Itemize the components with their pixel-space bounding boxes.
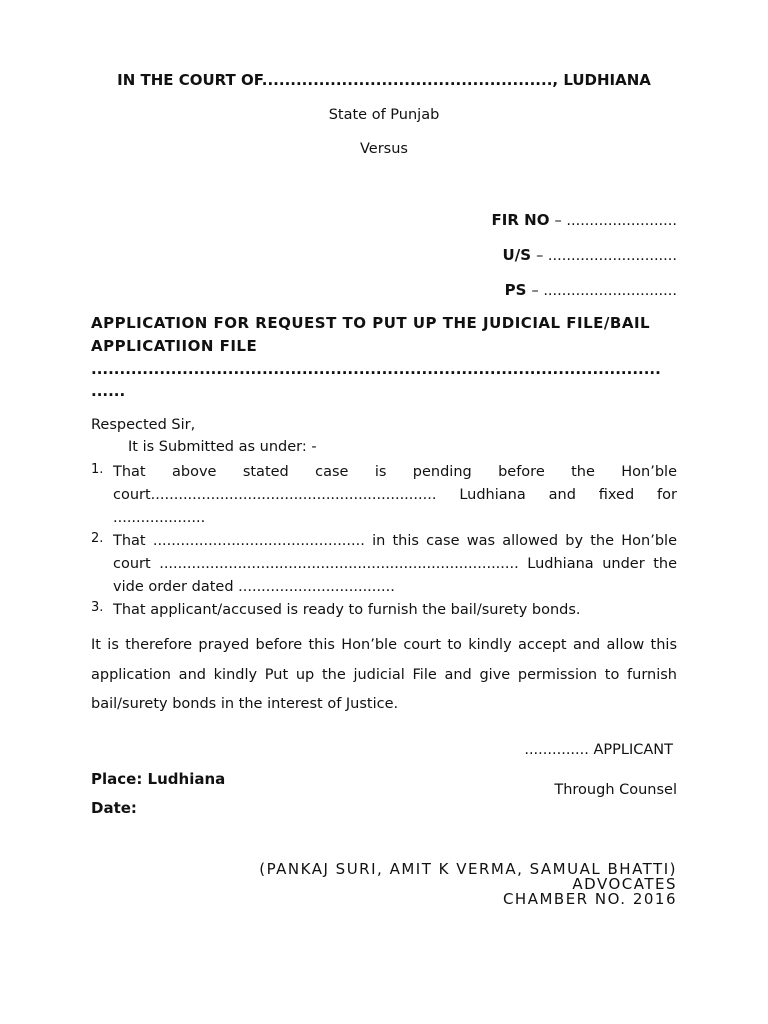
- case-ref-ps: [505, 280, 677, 301]
- us-value: – ............................: [536, 248, 677, 264]
- point-number: 2.: [91, 531, 104, 546]
- ps-value: – .............................: [531, 283, 677, 299]
- point-number: 3.: [91, 600, 104, 615]
- application-title-line: APPLICATIION FILE: [91, 337, 258, 355]
- title-blank-line: ......: [91, 382, 126, 400]
- counsel-designation: ADVOCATES: [572, 875, 677, 893]
- through-counsel: Through Counsel: [554, 782, 677, 798]
- points-list: [91, 461, 677, 622]
- court-header: IN THE COURT OF..................................................., LUDHIANA: [117, 71, 651, 89]
- place-line: Place: Ludhiana: [91, 770, 226, 788]
- salutation: Respected Sir,: [91, 417, 196, 433]
- point-item: [91, 461, 677, 530]
- point-number: 1.: [91, 462, 104, 477]
- point-text: That above stated case is pending before the Hon’ble court.............................................................. Ludhiana and fixed for ....................: [113, 464, 677, 526]
- counsel-names: (PANKAJ SURI, AMIT K VERMA, SAMUAL BHATTI): [259, 860, 677, 878]
- ps-label: PS: [504, 281, 527, 299]
- case-ref-us: [503, 245, 677, 266]
- application-title-line: APPLICATION FOR REQUEST TO PUT UP THE JUDICIAL FILE/BAIL: [91, 314, 651, 332]
- point-text: That .............................................. in this case was allowed by the Hon’ble court .............................................................................. Ludhiana under the vide order dated ..................................: [113, 533, 677, 595]
- point-text: That applicant/accused is ready to furnish the bail/surety bonds.: [113, 602, 581, 618]
- fir-label: FIR NO: [491, 211, 550, 229]
- point-item: [91, 599, 677, 622]
- us-label: U/S: [502, 246, 532, 264]
- point-item: [91, 530, 677, 599]
- versus-label: Versus: [360, 141, 408, 157]
- fir-value: – ........................: [554, 213, 677, 229]
- party-state: State of Punjab: [328, 107, 440, 123]
- chamber-number: CHAMBER NO. 2016: [502, 890, 677, 908]
- application-title: [91, 312, 677, 358]
- date-line: Date:: [91, 799, 137, 817]
- intro-line: It is Submitted as under: -: [128, 439, 317, 455]
- case-ref-fir: [492, 210, 677, 231]
- counsel-block: [259, 862, 677, 907]
- title-blank-line: ....................................................................................................: [91, 360, 661, 378]
- prayer-paragraph: It is therefore prayed before this Hon’ble court to kindly accept and allow this application and kindly Put up the judicial File and give permission to furnish bail/surety bonds in the interest of Justice.: [91, 637, 677, 712]
- applicant-line: .............. APPLICANT: [524, 742, 673, 758]
- title-blank: [91, 358, 677, 402]
